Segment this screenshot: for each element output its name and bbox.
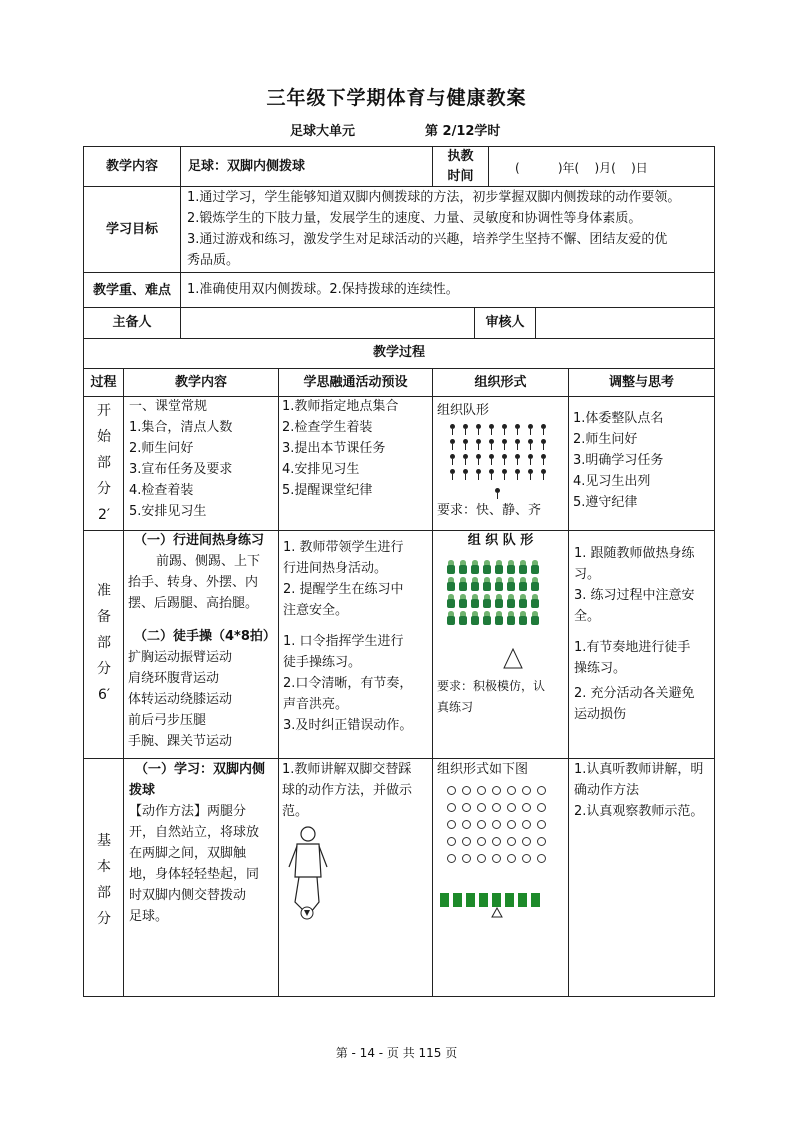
student-figure-icon: [531, 599, 539, 608]
student-figure-icon: [476, 424, 481, 435]
goal-line: 2.锻炼学生的下肢力量，发展学生的速度、力量、灵敏度和协调性等身体素质。: [187, 211, 642, 226]
student-figure-icon: [515, 469, 520, 480]
student-figure-icon: [450, 424, 455, 435]
student-face-icon: [537, 854, 546, 863]
text-line: 5.提醒课堂纪律: [282, 483, 373, 498]
cone-icon: [440, 893, 449, 907]
student-figure-icon: [495, 582, 503, 591]
student-face-icon: [477, 786, 486, 795]
goal-line: 秀品质。: [187, 253, 240, 268]
student-figure-icon: [507, 565, 515, 574]
student-figure-icon: [476, 454, 481, 465]
phase-basic: [84, 828, 124, 932]
text-line: 5.遵守纪律: [573, 495, 638, 510]
text-line: 1.教师指定地点集合: [282, 399, 399, 414]
text-line: 手腕、踝关节运动: [128, 734, 233, 749]
header-activity: 学思融通活动预设: [303, 375, 408, 390]
text-line: 在两脚之间，双脚触: [129, 846, 247, 861]
cone-icon: [453, 893, 462, 907]
student-face-icon: [522, 786, 531, 795]
student-face-icon: [447, 854, 456, 863]
student-figure-icon: [519, 599, 527, 608]
key-label: 教学重、难点: [92, 283, 171, 298]
phase-char: 部: [97, 885, 111, 901]
student-figure-icon: [463, 454, 468, 465]
student-face-icon: [447, 786, 456, 795]
student-figure-icon: [519, 565, 527, 574]
text-line: 抬手、转身、外摆、内: [128, 575, 259, 590]
cone-icon: [518, 893, 527, 907]
text-line: 1.有节奏地进行徒手: [574, 640, 691, 655]
student-figure-icon: [447, 565, 455, 574]
student-face-icon: [522, 854, 531, 863]
student-figure-icon: [507, 582, 515, 591]
student-figure-icon: [447, 599, 455, 608]
student-face-icon: [477, 820, 486, 829]
student-figure-icon: [447, 582, 455, 591]
student-face-icon: [477, 803, 486, 812]
goals-label: 学习目标: [105, 222, 158, 237]
student-figure-icon: [459, 565, 467, 574]
text-line: 拨球: [129, 783, 156, 798]
text-line: 4.见习生出列: [573, 474, 651, 489]
unit-label: 足球大单元: [290, 124, 356, 139]
phase-char: 开: [97, 403, 111, 419]
text-line: 5.安排见习生: [129, 504, 207, 519]
text-line: 注意安全。: [283, 603, 349, 618]
text-line: 1.体委整队点名: [573, 411, 664, 426]
student-figure-icon: [531, 582, 539, 591]
text-line: 1.集合，清点人数: [129, 420, 233, 435]
student-face-icon: [522, 803, 531, 812]
phase-prep: [84, 578, 124, 708]
student-face-icon: [447, 820, 456, 829]
text-line: 前踢、侧踢、上下: [156, 554, 261, 569]
text-line: 扩胸运动振臂运动: [128, 650, 233, 665]
content-label: 教学内容: [105, 159, 158, 174]
student-face-icon: [537, 820, 546, 829]
student-figure-icon: [531, 616, 539, 625]
student-figure-icon: [489, 469, 494, 480]
phase-char: 准: [97, 583, 111, 599]
student-face-icon: [462, 820, 471, 829]
text-line: 2. 充分活动各关避免: [574, 686, 695, 701]
text-line: 徒手操练习。: [283, 655, 362, 670]
student-face-icon: [462, 854, 471, 863]
student-figure-icon: [483, 582, 491, 591]
goal-line: 3.通过游戏和练习，激发学生对足球活动的兴趣，培养学生坚持不懈、团结友爱的优: [187, 232, 668, 247]
phase-char: 备: [97, 609, 111, 625]
start-adjust: [573, 408, 713, 513]
teacher-triangle-icon: [491, 907, 503, 918]
text-line: 运动损伤: [574, 707, 627, 722]
student-face-icon: [492, 803, 501, 812]
cone-icon: [492, 893, 501, 907]
text-line: 球的动作方法，并做示: [282, 783, 413, 798]
basic-org-title: 组织形式如下图: [437, 762, 529, 777]
student-face-icon: [462, 837, 471, 846]
phase-char: 始: [97, 429, 111, 445]
student-figure-icon: [502, 439, 507, 450]
student-figure-icon: [528, 469, 533, 480]
student-figure-icon: [447, 616, 455, 625]
student-figure-icon: [459, 616, 467, 625]
text-line: 2.检查学生着装: [282, 420, 373, 435]
student-figure-icon: [476, 469, 481, 480]
text-line: 1. 跟随教师做热身练: [574, 546, 695, 561]
text-line: 地，身体轻轻垫起，同: [129, 867, 260, 882]
text-line: 2.口令清晰，有节奏，: [283, 676, 413, 691]
text-line: 范。: [282, 804, 309, 819]
text-line: 1.认真听教师讲解，明: [574, 762, 704, 777]
phase-char: 本: [97, 859, 111, 875]
student-figure-icon: [502, 469, 507, 480]
student-face-icon: [507, 854, 516, 863]
student-face-icon: [462, 803, 471, 812]
basic-activity: [282, 759, 432, 822]
student-figure-icon: [507, 599, 515, 608]
prep-org-title: 组 织 队 形: [467, 533, 534, 548]
student-face-icon: [507, 786, 516, 795]
student-figure-icon: [515, 424, 520, 435]
student-face-icon: [522, 837, 531, 846]
phase-char: 分: [97, 481, 111, 497]
student-figure-icon: [471, 582, 479, 591]
text-line: 要求：积极模仿，认: [437, 679, 546, 693]
cone-icon: [479, 893, 488, 907]
goal-line: 1.通过学习，学生能够知道双脚内侧拨球的方法，初步掌握双脚内侧拨球的动作要领。: [187, 190, 681, 205]
student-face-icon: [492, 854, 501, 863]
text-line: 2.认真观察教师示范。: [574, 804, 704, 819]
reviewer-label: 审核人: [485, 315, 525, 330]
teacher-figure-icon: [495, 488, 500, 499]
date-value: ( )年( )月( )日: [515, 161, 648, 175]
student-face-icon: [537, 803, 546, 812]
student-figure-icon: [489, 439, 494, 450]
text-line: 操练习。: [574, 661, 627, 676]
start-org-title: 组织队形: [437, 403, 490, 418]
student-figure-icon: [519, 616, 527, 625]
student-figure-icon: [541, 424, 546, 435]
student-figure-icon: [502, 454, 507, 465]
student-face-icon: [522, 820, 531, 829]
text-line: 3.明确学习任务: [573, 453, 664, 468]
text-line: 肩绕环腹背运动: [128, 671, 220, 686]
phase-char: 分: [97, 661, 111, 677]
prep-adjust: [574, 543, 714, 725]
text-line: 【动作方法】两腿分: [129, 804, 247, 819]
text-line: 前后弓步压腿: [128, 713, 207, 728]
text-line: 确动作方法: [574, 783, 640, 798]
student-figure-icon: [463, 439, 468, 450]
goals-list: [187, 187, 715, 271]
cone-icon: [531, 893, 540, 907]
text-line: 2.师生问好: [573, 432, 638, 447]
student-figure-icon: [495, 599, 503, 608]
phase-char: 部: [97, 455, 111, 471]
text-line: 4.安排见习生: [282, 462, 360, 477]
text-line: 一、课堂常规: [129, 399, 208, 414]
basic-adjust: [574, 759, 714, 822]
student-face-icon: [507, 803, 516, 812]
prep-content: [128, 530, 278, 752]
text-line: 全。: [574, 609, 601, 624]
cone-icon: [466, 893, 475, 907]
basic-content: [129, 759, 277, 927]
text-line: 摆、后踢腿、高抬腿。: [128, 596, 259, 611]
text-line: 3. 练习过程中注意安: [574, 588, 695, 603]
student-figure-icon: [528, 424, 533, 435]
start-content: [129, 396, 279, 522]
header-organization: 组织形式: [474, 375, 527, 390]
header-content: 教学内容: [174, 375, 227, 390]
student-figure-icon: [541, 454, 546, 465]
student-figure-icon: [507, 616, 515, 625]
content-value: 足球：双脚内侧拨球: [188, 159, 306, 174]
key-value: 1.准确使用双内侧拨球。2.保持拨球的连续性。: [187, 282, 459, 297]
student-face-icon: [537, 837, 546, 846]
student-figure-icon: [515, 439, 520, 450]
text-line: 行进间热身活动。: [283, 561, 388, 576]
student-figure-icon: [528, 454, 533, 465]
prep-formation: [447, 565, 557, 640]
student-figure-icon: [495, 616, 503, 625]
basic-formation: [447, 786, 557, 866]
student-face-icon: [507, 837, 516, 846]
student-figure-icon: [541, 439, 546, 450]
phase-char: 部: [97, 635, 111, 651]
text-line: 体转运动绕膝运动: [128, 692, 233, 707]
student-face-icon: [447, 837, 456, 846]
student-figure-icon: [495, 565, 503, 574]
soccer-player-icon: [283, 822, 333, 922]
student-face-icon: [507, 820, 516, 829]
phase-char: 基: [97, 833, 111, 849]
text-line: 开，自然站立，将球放: [129, 825, 260, 840]
text-line: 1.教师讲解双脚交替踩: [282, 762, 412, 777]
student-face-icon: [477, 837, 486, 846]
start-activity: [282, 396, 432, 501]
phase-char: 2′: [97, 507, 111, 523]
text-line: 时双脚内侧交替拨动: [129, 888, 247, 903]
student-figure-icon: [450, 439, 455, 450]
student-figure-icon: [489, 454, 494, 465]
student-face-icon: [477, 854, 486, 863]
text-line: 3.及时纠正错误动作。: [283, 718, 413, 733]
teacher-triangle-icon: [503, 648, 523, 670]
text-line: 真练习: [437, 700, 474, 714]
text-line: 3.提出本节课任务: [282, 441, 386, 456]
student-face-icon: [462, 786, 471, 795]
student-figure-icon: [515, 454, 520, 465]
student-face-icon: [492, 786, 501, 795]
student-figure-icon: [471, 616, 479, 625]
student-figure-icon: [463, 424, 468, 435]
student-figure-icon: [502, 424, 507, 435]
text-line: 习。: [574, 567, 601, 582]
text-line: （一）行进间热身练习: [134, 533, 265, 548]
page-footer: 第 - 14 - 页 共 115 页: [335, 1046, 458, 1060]
student-figure-icon: [483, 616, 491, 625]
text-line: 1. 教师带领学生进行: [283, 540, 404, 555]
student-figure-icon: [471, 599, 479, 608]
text-line: （一）学习：双脚内侧: [135, 762, 266, 777]
page-title: 三年级下学期体育与健康教案: [266, 87, 527, 109]
text-line: 足球。: [129, 909, 169, 924]
start-org-req: 要求：快、静、齐: [437, 503, 542, 518]
student-figure-icon: [476, 439, 481, 450]
student-figure-icon: [483, 599, 491, 608]
lesson-label: 第 2/12学时: [425, 124, 501, 139]
student-figure-icon: [531, 565, 539, 574]
student-figure-icon: [471, 565, 479, 574]
student-figure-icon: [483, 565, 491, 574]
text-line: 声音洪亮。: [283, 697, 349, 712]
text-line: 1. 口令指挥学生进行: [283, 634, 404, 649]
text-line: 3.宣布任务及要求: [129, 462, 233, 477]
phase-char: 6′: [97, 687, 111, 703]
student-figure-icon: [459, 599, 467, 608]
cone-icon: [505, 893, 514, 907]
student-face-icon: [537, 786, 546, 795]
student-figure-icon: [459, 582, 467, 591]
student-figure-icon: [450, 454, 455, 465]
student-figure-icon: [463, 469, 468, 480]
student-face-icon: [492, 820, 501, 829]
phase-char: 分: [97, 911, 111, 927]
student-figure-icon: [541, 469, 546, 480]
start-formation: [450, 424, 550, 504]
text-line: 4.检查着装: [129, 483, 194, 498]
student-figure-icon: [489, 424, 494, 435]
student-figure-icon: [450, 469, 455, 480]
phase-start: [84, 398, 124, 528]
time-label-2: 时间: [447, 169, 474, 184]
text-line: 2. 提醒学生在练习中: [283, 582, 404, 597]
prep-org-req: [437, 676, 567, 718]
text-line: （二）徒手操（4*8拍）: [134, 629, 276, 644]
prep-activity: [283, 537, 431, 736]
header-adjust: 调整与思考: [608, 375, 674, 390]
student-face-icon: [447, 803, 456, 812]
preparer-label: 主备人: [112, 315, 152, 330]
header-phase: 过程: [90, 375, 117, 390]
student-face-icon: [492, 837, 501, 846]
student-figure-icon: [519, 582, 527, 591]
process-title: 教学过程: [372, 345, 425, 360]
student-figure-icon: [528, 439, 533, 450]
text-line: 2.师生问好: [129, 441, 194, 456]
time-label-1: 执教: [447, 149, 474, 164]
